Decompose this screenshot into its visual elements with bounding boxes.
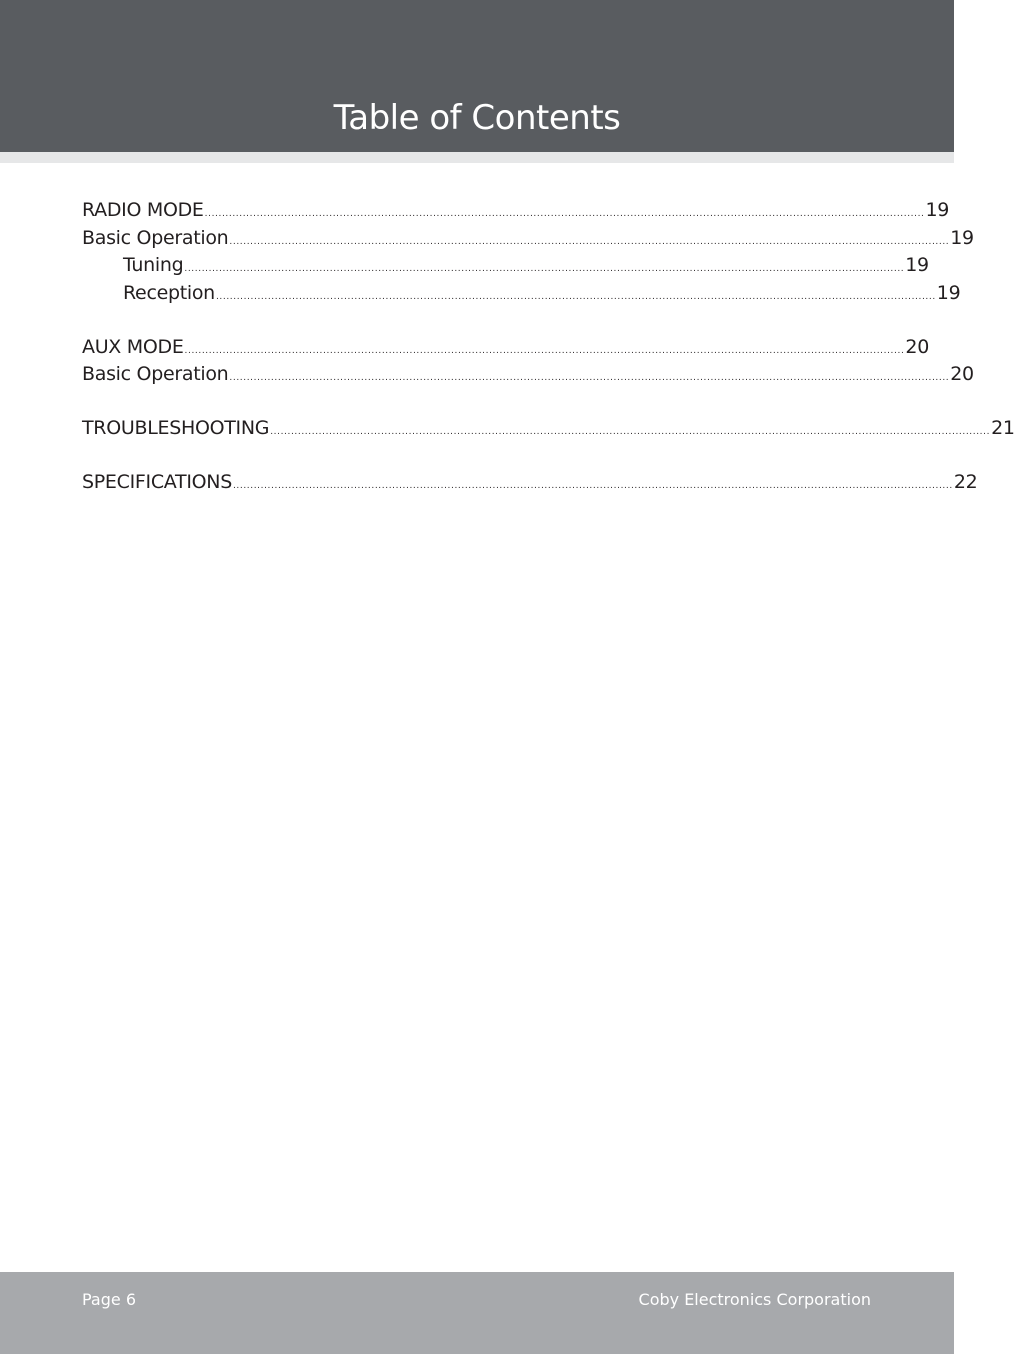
toc-dot-leader: ................................................................................................................................................................................................................ [270,427,991,437]
toc-dot-leader: ................................................................................................................................................................................................................ [184,345,905,356]
footer-page-number: Page 6 [82,1290,136,1309]
toc-entry-page: 19 [905,254,929,276]
page-footer [0,1272,954,1354]
toc-entry-page: 19 [950,226,974,249]
toc-dot-leader: ................................................................................................................................................................................................................ [215,291,936,302]
toc-entry-label: RADIO MODE [82,199,204,221]
toc-dot-leader: ................................................................................................................................................................................................................ [184,264,905,274]
toc-entry-label: TROUBLESHOOTING [82,417,270,439]
toc-dot-leader: ................................................................................................................................................................................................................ [229,373,950,383]
toc-entry-reception[interactable] [82,280,961,308]
toc-entry-aux-mode[interactable] [82,334,929,362]
header-divider [0,152,954,163]
toc-dot-leader: ................................................................................................................................................................................................................ [229,236,950,247]
toc-entry-page: 19 [936,281,961,304]
toc-dot-leader: ................................................................................................................................................................................................................ [232,481,953,491]
toc-entry-specifications[interactable] [82,469,978,497]
toc-spacer [82,443,871,470]
toc-entry-basic-operation-aux[interactable] [82,361,974,389]
footer-company-name: Coby Electronics Corporation [638,1290,871,1309]
toc-entry-label: Tuning [123,254,184,276]
toc-entry-page: 20 [950,363,974,385]
toc-entry-basic-operation[interactable] [82,225,974,253]
toc-dot-leader: ................................................................................................................................................................................................................ [204,209,925,219]
toc-entry-radio-mode[interactable] [82,197,950,225]
toc-entry-page: 19 [925,199,950,221]
page-title: Table of Contents [333,98,621,138]
toc-spacer [82,307,871,334]
toc-spacer [82,389,871,416]
toc-entry-label: Basic Operation [82,226,229,249]
toc-entry-page: 20 [905,335,929,358]
toc-entry-page: 22 [953,471,978,493]
page-header [0,0,954,152]
table-of-contents [82,197,1015,497]
toc-entry-label: AUX MODE [82,335,184,358]
toc-entry-label: Basic Operation [82,363,229,385]
toc-entry-label: Reception [123,281,215,304]
toc-entry-label: SPECIFICATIONS [82,471,232,493]
toc-entry-tuning[interactable] [82,252,929,280]
toc-entry-troubleshooting[interactable] [82,415,1015,443]
toc-entry-page: 21 [991,417,1015,439]
